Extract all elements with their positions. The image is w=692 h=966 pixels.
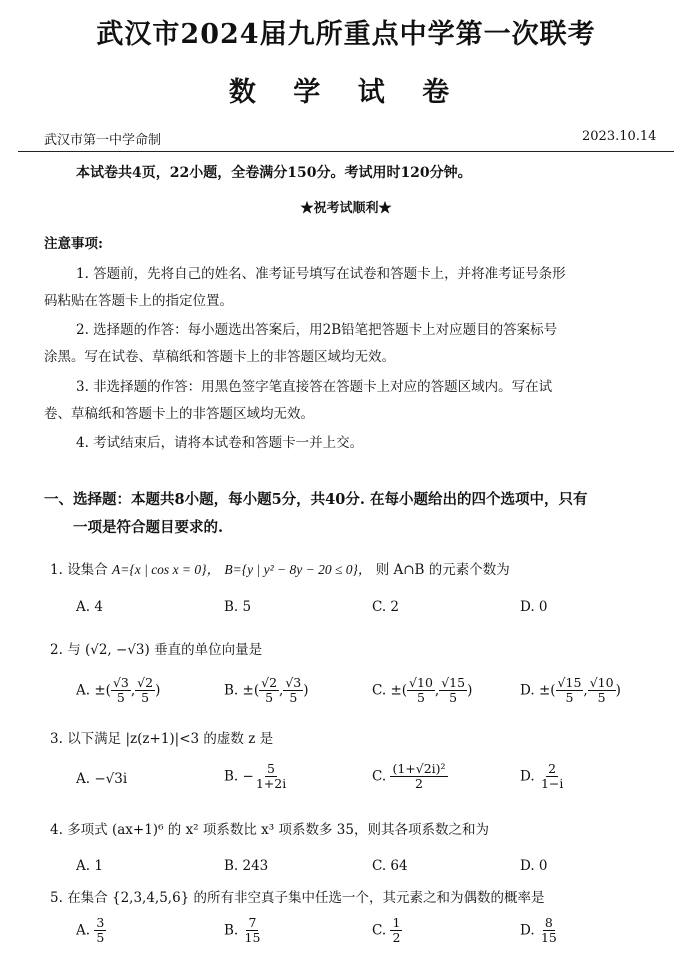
fraction [407, 676, 435, 706]
numerator: √10 [409, 675, 433, 690]
q1-option-b: B. 5 [224, 599, 252, 615]
option-label: B. [224, 682, 239, 699]
notes-heading: 注意事项: [44, 236, 103, 252]
fraction [556, 676, 584, 706]
fraction [111, 676, 131, 706]
option-label: C. [372, 682, 387, 699]
numerator: (1+√2i)² [392, 761, 446, 776]
question-number: 4. [50, 822, 63, 838]
set-a: A={x | cos x = 0}， [111, 562, 221, 577]
numerator: 8 [544, 915, 553, 930]
q5-option-d [520, 916, 559, 946]
numerator: √2 [137, 675, 154, 690]
q1-option-c: C. 2 [372, 599, 400, 615]
question-number: 3. [50, 731, 63, 747]
q4-option-d: D. 0 [520, 858, 548, 874]
q3-option-a: A. −√3i [76, 771, 128, 787]
q4-option-c: C. 64 [372, 858, 408, 874]
question-number: 5. [50, 890, 63, 906]
question-number: 2. [50, 642, 63, 658]
denominator: 2 [415, 776, 423, 792]
question-4-text: 多项式 (ax+1)⁶ 的 x² 项系数比 x³ 项系数多 35，则其各项系数之和为 [67, 822, 489, 838]
comma: , [279, 682, 284, 699]
numerator: √15 [557, 675, 582, 690]
denominator: 15 [244, 930, 261, 946]
numerator: 3 [96, 915, 105, 930]
note-2-line-2: 涂黑。写在试卷、草稿纸和答题卡上的非答题区域均无效。 [44, 349, 395, 365]
q4-option-b: B. 243 [224, 858, 269, 874]
numerator: √3 [112, 675, 129, 690]
numerator: 5 [267, 761, 275, 776]
q5-option-b [224, 916, 262, 946]
fraction [539, 916, 559, 946]
plus-minus-open: ±( [538, 682, 556, 699]
question-2-text: 与 (√2, −√3) 垂直的单位向量是 [67, 642, 263, 658]
comma: , [583, 682, 588, 699]
fraction [588, 676, 616, 706]
note-3-line-1: 3. 非选择题的作答：用黑色签字笔直接答在答题卡上对应的答题区域内。写在试 [76, 379, 553, 395]
q5-option-c [372, 916, 402, 946]
note-1-line-1: 1. 答题前，先将自己的姓名、准考证号填写在试卷和答题卡上，并将准考证号条形 [76, 266, 566, 282]
note-2-line-1: 2. 选择题的作答：每小题选出答案后，用2B铅笔把答题卡上对应题目的答案标号 [76, 322, 558, 338]
fraction [390, 916, 402, 946]
option-label: B. [224, 768, 239, 785]
option-label: D. [520, 682, 535, 699]
q3-option-b [224, 762, 288, 792]
good-luck-line: ★祝考试顺利★ [300, 201, 392, 216]
question-3 [50, 727, 273, 747]
numerator: 7 [248, 915, 257, 930]
plus-minus-open: ±( [94, 682, 111, 699]
minus-sign: − [242, 768, 254, 785]
denominator: 5 [265, 690, 274, 706]
plus-minus-open: ±( [390, 682, 408, 699]
close-paren: ) [467, 682, 473, 699]
q2-option-a [76, 676, 160, 706]
denominator: 5 [289, 690, 298, 706]
header-rule [18, 151, 674, 152]
note-3-line-2: 卷、草稿纸和答题卡上的非答题区域均无效。 [44, 406, 314, 422]
q2-option-d [520, 676, 621, 706]
exam-subtitle: 数 学 试 卷 [228, 77, 464, 108]
fraction [439, 676, 467, 706]
question-5-text: 在集合 {2,3,4,5,6} 的所有非空真子集中任选一个，其元素之和为偶数的概率是 [67, 890, 545, 906]
option-label: D. [520, 922, 535, 939]
q4-option-a: A. 1 [76, 858, 103, 874]
denominator: 5 [116, 690, 125, 706]
fraction [94, 916, 106, 946]
q5-option-a [76, 916, 106, 946]
fraction [283, 676, 303, 706]
denominator: 5 [96, 930, 105, 946]
note-4-line-1: 4. 考试结束后，请将本试卷和答题卡一并上交。 [76, 435, 364, 451]
question-1-suffix: 则 A∩B 的元素个数为 [375, 562, 510, 578]
denominator: 1−i [540, 776, 564, 792]
numerator: √15 [441, 675, 466, 690]
fraction [390, 762, 447, 792]
denominator: 5 [565, 690, 574, 706]
q2-option-c [372, 676, 472, 706]
numerator: √2 [261, 675, 278, 690]
fraction [259, 676, 279, 706]
q3-option-d [520, 762, 565, 792]
option-label: A. [76, 682, 91, 699]
close-paren: ) [155, 682, 161, 699]
fraction [135, 676, 155, 706]
close-paren: ) [615, 682, 621, 699]
denominator: 1+2i [255, 776, 287, 792]
denominator: 15 [540, 930, 557, 946]
exam-title: 武汉市2024届九所重点中学第一次联考 [96, 19, 596, 50]
numerator: 1 [392, 915, 401, 930]
q1-option-d: D. 0 [520, 599, 548, 615]
question-3-text: 以下满足 |z(z+1)|<3 的虚数 z 是 [67, 731, 274, 747]
section-1-heading-line-2: 一项是符合题目要求的. [73, 519, 224, 536]
option-label: B. [224, 922, 239, 939]
plus-minus-open: ±( [242, 682, 260, 699]
fraction [539, 762, 565, 792]
question-4 [50, 818, 489, 838]
comma: , [434, 682, 440, 699]
option-label: A. [76, 922, 91, 939]
info-line: 本试卷共4页，22小题，全卷满分150分。考试用时120分钟。 [76, 165, 472, 181]
denominator: 5 [449, 690, 458, 706]
q3-option-c [372, 762, 448, 792]
fraction [254, 762, 288, 792]
denominator: 5 [141, 690, 150, 706]
denominator: 5 [597, 690, 606, 706]
option-label: C. [372, 922, 387, 939]
numerator: √3 [285, 675, 302, 690]
question-5 [50, 886, 545, 906]
q1-option-a: A. 4 [76, 599, 103, 615]
section-1-heading-line-1: 一、选择题：本题共8小题，每小题5分，共40分. 在每小题给出的四个选项中，只有 [44, 491, 588, 508]
question-1-prefix: 设集合 [67, 562, 108, 578]
numerator: 2 [548, 761, 557, 776]
question-1 [50, 558, 510, 578]
fraction [243, 916, 263, 946]
comma: , [130, 682, 136, 699]
denominator: 2 [392, 930, 401, 946]
question-number: 1. [50, 562, 63, 578]
exam-issuer: 武汉市第一中学命制 [44, 133, 162, 148]
note-1-line-2: 码粘贴在答题卡上的指定位置。 [44, 293, 233, 309]
close-paren: ) [303, 682, 309, 699]
denominator: 5 [416, 690, 425, 706]
set-b: B={y | y² − 8y − 20 ≤ 0}， [224, 562, 372, 577]
exam-date: 2023.10.14 [582, 129, 657, 144]
option-label: D. [520, 768, 535, 785]
question-2 [50, 638, 262, 658]
numerator: √10 [589, 675, 614, 690]
option-label: C. [372, 768, 387, 785]
q2-option-b [224, 676, 309, 706]
